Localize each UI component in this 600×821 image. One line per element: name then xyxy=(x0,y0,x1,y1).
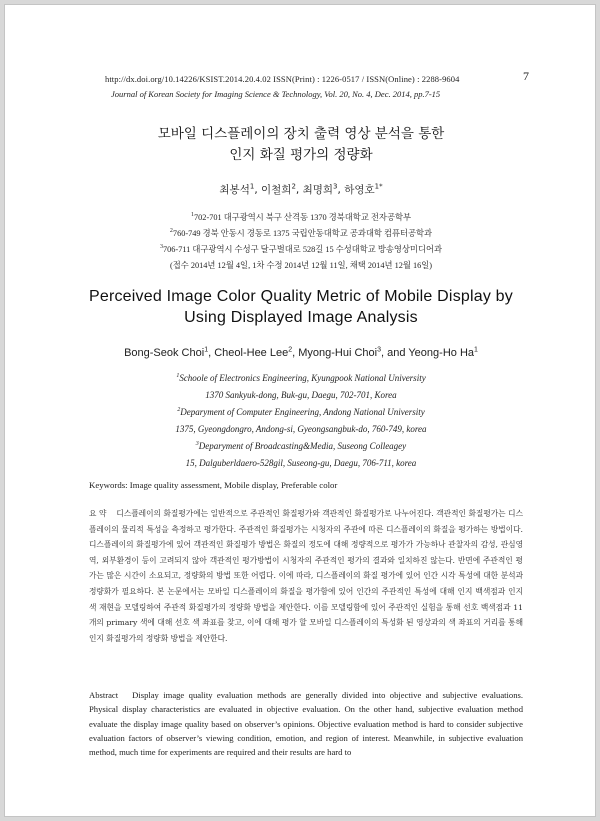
received-dates: (접수 2014년 12월 4일, 1차 수정 2014년 12월 11일, 채택 2014년 12월 16일) xyxy=(169,261,433,270)
korean-affiliation xyxy=(5,227,596,239)
korean-title-line-2: 인지 화질 평가의 정량화 xyxy=(229,147,373,163)
korean-abstract-label: 요 약 xyxy=(89,509,107,518)
korean-author: 최봉석 xyxy=(219,184,250,196)
author-sup: 1 xyxy=(474,346,478,354)
english-author: Cheol-Hee Lee xyxy=(214,347,289,359)
affiliation-text: Deparyment of Computer Engineering, Andong National University xyxy=(180,407,425,417)
korean-affiliation xyxy=(5,243,596,255)
keywords: Keywords: Image quality assessment, Mobile display, Preferable color xyxy=(89,480,338,490)
english-affiliation-address: 1375, Gyeongdongro, Andong-si, Gyeongsangbuk-do, 760-749, korea xyxy=(175,424,427,434)
korean-author: 이철희 xyxy=(261,184,292,196)
affiliation-text: Deparyment of Broadcasting&Media, Suseong Colleagey xyxy=(198,441,407,451)
affiliation-sup: 3 xyxy=(195,441,199,447)
korean-affiliation xyxy=(5,211,596,223)
english-abstract-text: Display image quality evaluation methods are generally divided into objective and subjective evaluations. Physical display characteristics are evaluated in objective evaluation. On the other hand, subjective evaluation method evaluate the display image quality based on observer’s opinions. Objective evaluation method is hard to consider subjective evaluation factors of observer’s viewing condition, emotion, and region of interest. Meanwhile, in subjective evaluation method, much time for experiments are required and their results are hard to xyxy=(89,690,523,758)
english-abstract xyxy=(89,688,523,759)
affiliation-text: 706-711 대구광역시 수성구 달구벌대로 528길 15 수성대학교 방송영상미디어과 xyxy=(162,245,442,254)
journal-citation: Journal of Korean Society for Imaging Science & Technology, Vol. 20, No. 4, Dec. 2014, pp.7-15 xyxy=(111,89,441,99)
affiliation-sup: 1 xyxy=(176,373,180,379)
english-author: Yeong-Ho Ha xyxy=(408,347,474,359)
english-author: Bong-Seok Choi xyxy=(124,347,205,359)
author-sup: 2 xyxy=(291,182,296,191)
author-sup: 2 xyxy=(288,346,293,354)
english-affiliation xyxy=(5,407,596,417)
english-affiliation-address: 15, Dalguberldaero-528gil, Suseong-gu, Daegu, 706-711, korea xyxy=(185,458,417,468)
affiliation-text: Schoole of Electronics Engineering, Kyungpook National University xyxy=(179,373,426,383)
english-authors: Bong-Seok Choi$^1$, Cheol-Hee Lee$^2$, Myong-Hui Choi$^3$, and Yeong-Ho Ha$^1$ xyxy=(124,346,478,359)
affiliation-text: 760-749 경북 안동시 경동로 1375 국립안동대학교 공과대학 컴퓨터공학과 xyxy=(172,229,433,238)
english-affiliation-address: 1370 Sankyuk-dong, Buk-gu, Daegu, 702-701, Korea xyxy=(205,390,397,400)
affiliation-sup: 2 xyxy=(177,407,181,413)
korean-authors: 최봉석$^1$, 이철희$^2$, 최명희$^3$, 하영호$^{1*}$ xyxy=(219,182,383,196)
korean-title-line-1: 모바일 디스플레이의 장치 출력 영상 분석을 통한 xyxy=(157,126,445,142)
english-affiliation xyxy=(5,373,596,383)
korean-abstract xyxy=(89,506,523,646)
author-sup: 3 xyxy=(333,182,338,191)
english-title-line-2: Using Displayed Image Analysis xyxy=(184,309,418,326)
author-sup: 1 xyxy=(249,182,255,191)
english-affiliation xyxy=(5,441,596,451)
author-sup: 1* xyxy=(374,182,383,191)
author-sup: 3 xyxy=(377,346,382,354)
korean-author: 하영호 xyxy=(344,184,375,196)
english-title-line-1: Perceived Image Color Quality Metric of Mobile Display by xyxy=(88,288,513,305)
affiliation-text: 702-701 대구광역시 북구 산격동 1370 경북대학교 전자공학부 xyxy=(194,213,411,222)
page-number: 7 xyxy=(523,69,529,83)
english-abstract-label: Abstract xyxy=(89,690,119,700)
doi-issn-line: http://dx.doi.org/10.14226/KSIST.2014.20.4.02 ISSN(Print) : 1226-0517 / ISSN(Online) : 2288-9604 xyxy=(105,74,460,84)
author-sup: 1 xyxy=(204,346,209,354)
affiliation-sup: 2 xyxy=(169,228,173,235)
affiliation-sup: 1 xyxy=(191,212,194,219)
english-author: Myong-Hui Choi xyxy=(298,347,378,359)
affiliation-sup: 3 xyxy=(159,244,163,251)
korean-abstract-text: 디스플레이의 화질평가에는 일반적으로 주관적인 화질평가와 객관적인 화질평가로 나누어진다. 객관적인 화질평가는 디스플레이의 물리적 특성을 측정하고 평가한다. 주관적인 화질평가는 시청자의 주관에 따른 디스플레이의 화질을 평가하는 방법이다. 디스플레이의 화질평가에 있어 객관적인 화질평가 방법은 화질의 정도에 대해 정량적으로 평가가 가능하나 관찰자의 감성, 관심영역, 외부환경이 등이 고려되지 않아 객관적인 평가방법이 시청자의 주관적인 평가의 결과와 일치하진 않는다. 반면에 주관적인 평가는 많은 시간이 소요되고, 정량화의 방법 또한 어렵다. 이에 따라, 디스플레이의 화질 평가에 있어 인간 시각 특성에 대한 분석과 정량화가 필요하다. 본 논문에서는 모바일 디스플레이의 화질을 평가함에 있어 인간의 주관적인 특성에 대해 인지 백색점과 인지 색 재현을 모델링하여 주관적 화질평가의 정량화 방법을 제안한다. 이를 모델링함에 있어 주관적인 실험을 통해 선호 백색점과 11개의 primary 색에 대해 선호 색 좌표를 찾고, 이에 대해 평가 할 모바일 디스플레이의 특성화 된 영상과의 색 좌표의 거리를 통해 인지 화질평가의 정량화 방법을 제안한다. xyxy=(89,509,524,643)
paper-page xyxy=(4,4,596,817)
korean-author: 최명희 xyxy=(302,184,334,196)
